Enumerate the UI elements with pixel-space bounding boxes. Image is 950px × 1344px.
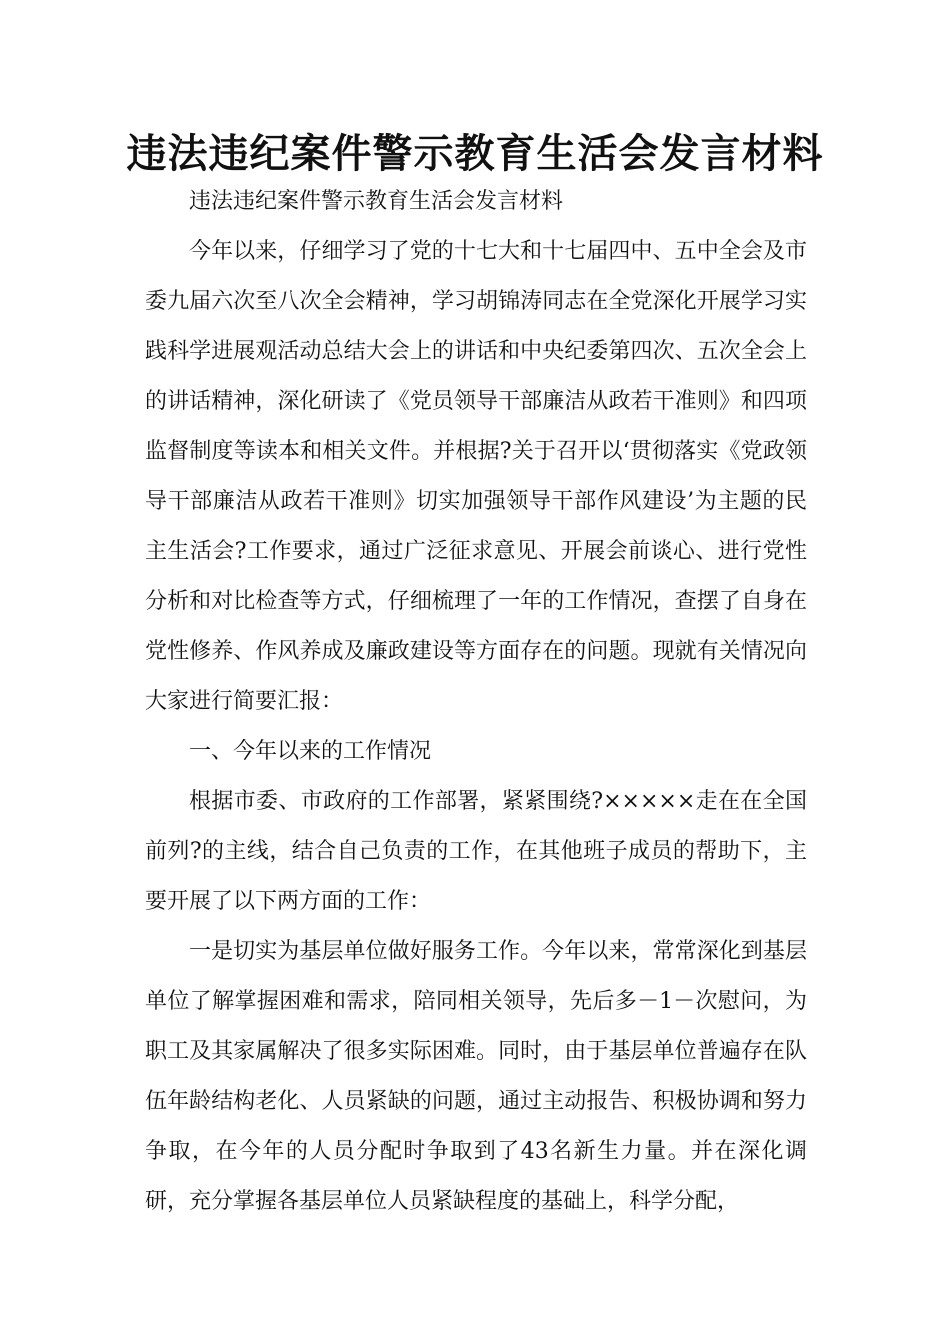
service-work-paragraph: 一是切实为基层单位做好服务工作。今年以来，常常深化到基层单位了解掌握困难和需求，陪同相关领导，先后多－1－次慰问，为职工及其家属解决了很多实际困难。同时，由于基层单位普遍存在队伍年龄结构老化、人员紧缺的问题，通过主动报告、积极协调和努力争取，在今年的人员分配时争取到了43名新生力量。并在深化调研，充分掌握各基层单位人员紧缺程度的基础上，科学分配， — [145, 939, 807, 1214]
work-overview-paragraph: 根据市委、市政府的工作部署，紧紧围绕?×××××走在在全国前列?的主线，结合自己负责的工作，在其他班子成员的帮助下，主要开展了以下两方面的工作： — [145, 789, 807, 914]
subtitle-paragraph: 违法违纪案件警示教育生活会发言材料 — [189, 189, 564, 214]
section-heading: 一、今年以来的工作情况 — [189, 739, 432, 764]
intro-paragraph: 今年以来，仔细学习了党的十七大和十七届四中、五中全会及市委九届六次至八次全会精神，学习胡锦涛同志在全党深化开展学习实践科学进展观活动总结大会上的讲话和中央纪委第四次、五次全会上的讲话精神，深化研读了《党员领导干部廉洁从政若干准则》和四项监督制度等读本和相关文件。并根据?关于召开以‘贯彻落实《党政领导干部廉洁从政若干准则》切实加强领导干部作风建设’为主题的民主生活会?工作要求，通过广泛征求意见、开展会前谈心、进行党性分析和对比检查等方式，仔细梳理了一年的工作情况，查摆了自身在党性修养、作风养成及廉政建设等方面存在的问题。现就有关情况向大家进行简要汇报： — [145, 239, 807, 714]
document-title: 违法违纪案件警示教育生活会发言材料 — [126, 131, 824, 177]
document-body — [145, 177, 807, 1227]
